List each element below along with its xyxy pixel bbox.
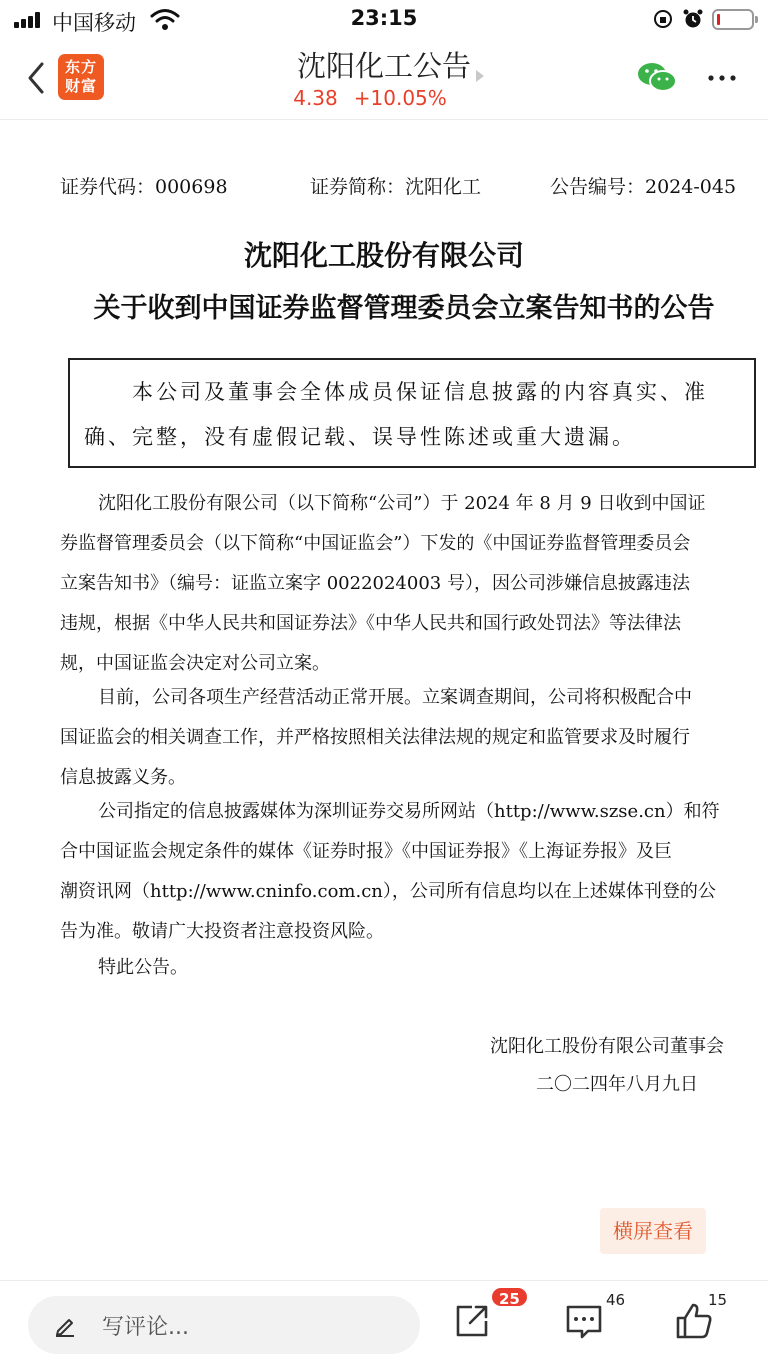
page-title[interactable]: 沈阳化工公告 bbox=[296, 49, 471, 83]
share-icon[interactable] bbox=[452, 1301, 492, 1341]
para-line: 信息披露义务。 bbox=[60, 767, 186, 788]
carrier-name: 中国移动 bbox=[52, 11, 136, 35]
disclaimer-line2: 确、完整，没有虚假记载、误导性陈述或重大遗漏。 bbox=[84, 425, 636, 449]
pencil-icon bbox=[52, 1312, 78, 1338]
security-code: 证券代码：000698 bbox=[60, 176, 228, 198]
comment-input[interactable] bbox=[28, 1296, 420, 1354]
stock-change: +10.05% bbox=[353, 86, 447, 110]
comment-icon[interactable] bbox=[564, 1301, 604, 1341]
status-bar bbox=[0, 0, 768, 40]
document-title-company: 沈阳化工股份有限公司 bbox=[243, 239, 524, 272]
para-line: 合中国证监会规定条件的媒体《证券时报》《中国证券报》《上海证券报》及巨 bbox=[60, 841, 672, 862]
announcement-number: 公告编号：2024-045 bbox=[550, 176, 737, 198]
paragraph-3 bbox=[60, 792, 750, 952]
stock-quote[interactable] bbox=[0, 86, 740, 110]
alarm-icon bbox=[682, 8, 704, 30]
security-short-name: 证券简称：沈阳化工 bbox=[310, 176, 482, 198]
para-line: 规，中国证监会决定对公司立案。 bbox=[60, 653, 330, 674]
comment-count: 46 bbox=[606, 1291, 626, 1309]
rotation-lock-icon bbox=[652, 8, 674, 30]
para-line: 券监督管理委员会（以下简称“中国证监会”）下发的《中国证券监督管理委员会 bbox=[60, 533, 691, 554]
para-line: 沈阳化工股份有限公司（以下简称“公司”）于 2024 年 8 月 9 日收到中国证 bbox=[98, 493, 706, 514]
signature: 沈阳化工股份有限公司董事会 bbox=[490, 1036, 724, 1057]
para-line: 告为准。敬请广大投资者注意投资风险。 bbox=[60, 921, 384, 942]
para-line: 潮资讯网（http://www.cninfo.com.cn），公司所有信息均以在上述媒体刊登的公 bbox=[60, 881, 716, 902]
status-time: 23:15 bbox=[350, 6, 418, 30]
para-line: 违规，根据《中华人民共和国证券法》《中华人民共和国行政处罚法》等法律法 bbox=[60, 613, 681, 634]
battery-icon bbox=[712, 9, 754, 30]
wechat-share-icon[interactable] bbox=[636, 60, 678, 94]
para-line: 立案告知书》（编号：证监立案字 0022024003 号），因公司涉嫌信息披露违法 bbox=[60, 573, 690, 594]
paragraph-1 bbox=[60, 484, 750, 684]
para-line: 目前，公司各项生产经营活动正常开展。立案调查期间，公司将积极配合中 bbox=[98, 687, 692, 708]
like-count: 15 bbox=[708, 1291, 728, 1309]
stock-price: 4.38 bbox=[293, 86, 338, 110]
document-title-subject: 关于收到中国证券监督管理委员会立案告知书的公告 bbox=[93, 293, 715, 324]
disclaimer-line1: 本公司及董事会全体成员保证信息披露的内容真实、准 bbox=[132, 380, 708, 404]
signature-date: 二〇二四年八月九日 bbox=[536, 1074, 698, 1095]
bottom-action-bar bbox=[0, 1280, 768, 1366]
para-line: 特此公告。 bbox=[98, 957, 188, 978]
share-count-badge: 25 bbox=[490, 1286, 529, 1308]
brand-line2: 财富 bbox=[64, 77, 97, 95]
nav-header bbox=[0, 40, 768, 120]
paragraph-2 bbox=[60, 678, 750, 798]
para-line: 公司指定的信息披露媒体为深圳证券交易所网站（http://www.szse.cn）和符 bbox=[98, 801, 720, 822]
paragraph-4 bbox=[60, 948, 750, 988]
para-line: 国证监会的相关调查工作，并严格按照相关法律法规的规定和监管要求及时履行 bbox=[60, 727, 690, 748]
expand-arrow-icon[interactable] bbox=[476, 70, 484, 82]
landscape-view-button[interactable]: 横屏查看 bbox=[600, 1208, 706, 1254]
disclaimer-box bbox=[68, 358, 756, 468]
brand-line1: 东方 bbox=[64, 58, 97, 76]
comment-placeholder: 写评论... bbox=[102, 1315, 189, 1340]
more-options-icon[interactable] bbox=[702, 62, 742, 92]
